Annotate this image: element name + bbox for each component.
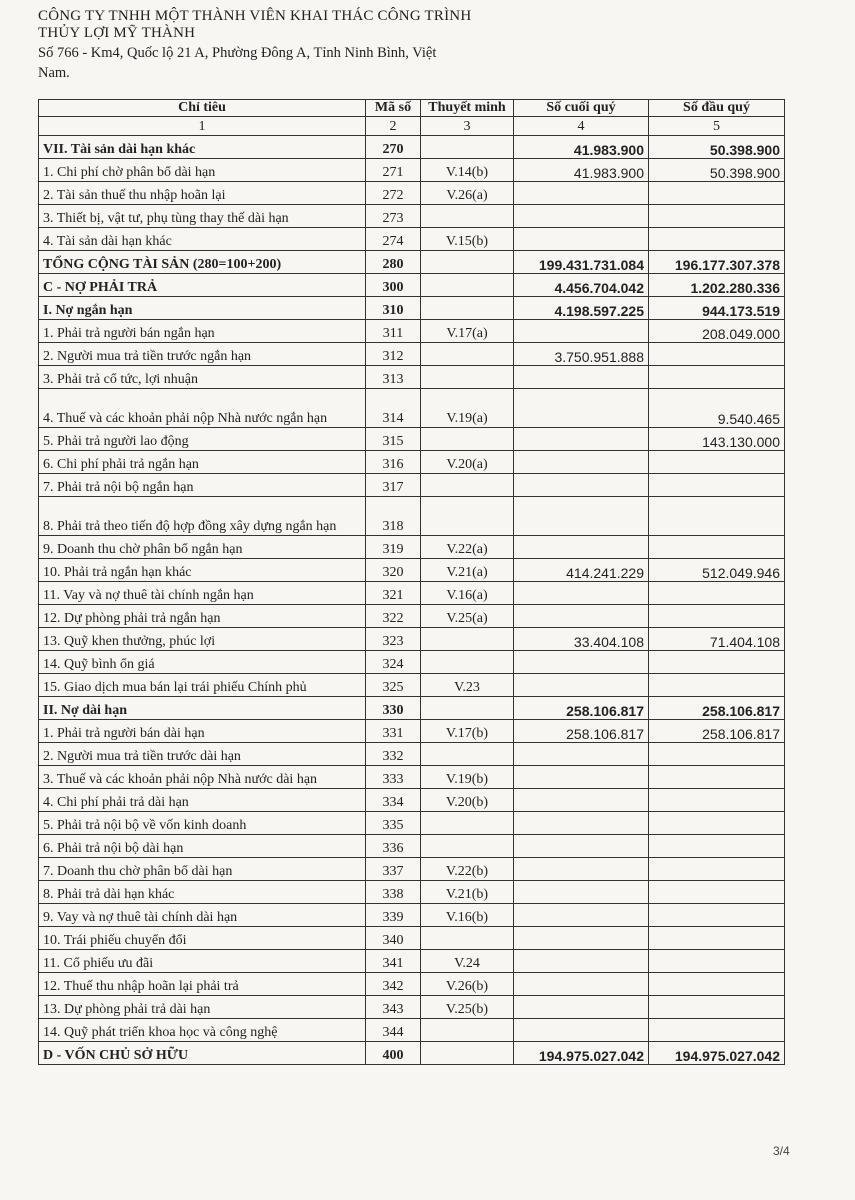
row-note: V.26(a) [421, 182, 514, 205]
row-note: V.19(a) [421, 389, 514, 428]
row-beginning-of-quarter-value [649, 182, 785, 205]
row-code: 315 [366, 428, 421, 451]
row-code: 313 [366, 366, 421, 389]
row-indicator-name: 5. Phải trả nội bộ về vốn kinh doanh [39, 812, 366, 835]
row-beginning-of-quarter-value [649, 858, 785, 881]
row-code: 334 [366, 789, 421, 812]
row-note: V.23 [421, 674, 514, 697]
row-indicator-name: 9. Vay và nợ thuê tài chính dài hạn [39, 904, 366, 927]
row-beginning-of-quarter-value [649, 497, 785, 536]
row-end-of-quarter-value [514, 835, 649, 858]
table-row [39, 789, 785, 812]
row-code: 272 [366, 182, 421, 205]
row-code: 320 [366, 559, 421, 582]
row-code: 270 [366, 136, 421, 159]
row-beginning-of-quarter-value [649, 651, 785, 674]
table-row [39, 973, 785, 996]
row-end-of-quarter-value [514, 582, 649, 605]
row-indicator-name: 2. Tài sản thuế thu nhập hoãn lại [39, 182, 366, 205]
row-end-of-quarter-value [514, 973, 649, 996]
row-end-of-quarter-value [514, 389, 649, 428]
row-indicator-name: 10. Phải trả ngắn hạn khác [39, 559, 366, 582]
row-beginning-of-quarter-value [649, 1019, 785, 1042]
header-beginning-of-quarter: Số đầu quý [649, 100, 785, 117]
row-end-of-quarter-value [514, 228, 649, 251]
table-row [39, 1042, 785, 1065]
row-note: V.17(a) [421, 320, 514, 343]
table-row [39, 366, 785, 389]
row-beginning-of-quarter-value: 143.130.000 [649, 428, 785, 451]
table-row [39, 812, 785, 835]
row-indicator-name: 1. Phải trả người bán ngắn hạn [39, 320, 366, 343]
table-row [39, 182, 785, 205]
row-indicator-name: 2. Người mua trả tiền trước dài hạn [39, 743, 366, 766]
row-end-of-quarter-value: 414.241.229 [514, 559, 649, 582]
table-row [39, 651, 785, 674]
row-end-of-quarter-value [514, 497, 649, 536]
row-indicator-name: 14. Quỹ bình ổn giá [39, 651, 366, 674]
row-indicator-name: 8. Phải trả dài hạn khác [39, 881, 366, 904]
row-code: 400 [366, 1042, 421, 1065]
row-note: V.25(a) [421, 605, 514, 628]
company-name-line1: CÔNG TY TNHH MỘT THÀNH VIÊN KHAI THÁC CÔNG TRÌNH [38, 8, 472, 24]
row-note [421, 297, 514, 320]
document-header [38, 8, 558, 82]
row-beginning-of-quarter-value: 50.398.900 [649, 159, 785, 182]
row-indicator-name: II. Nợ dài hạn [39, 697, 366, 720]
row-note: V.16(a) [421, 582, 514, 605]
row-beginning-of-quarter-value: 194.975.027.042 [649, 1042, 785, 1065]
row-note: V.24 [421, 950, 514, 973]
row-note [421, 274, 514, 297]
row-code: 330 [366, 697, 421, 720]
row-end-of-quarter-value [514, 205, 649, 228]
row-indicator-name: 7. Doanh thu chờ phân bổ dài hạn [39, 858, 366, 881]
row-note [421, 497, 514, 536]
row-code: 314 [366, 389, 421, 428]
page-number: 3/4 [773, 1144, 790, 1158]
index-cell: 4 [514, 117, 649, 136]
row-indicator-name: 10. Trái phiếu chuyển đổi [39, 927, 366, 950]
index-cell: 5 [649, 117, 785, 136]
row-indicator-name: 6. Phải trả nội bộ dài hạn [39, 835, 366, 858]
row-indicator-name: 8. Phải trả theo tiến độ hợp đồng xây dựng ngắn hạn [39, 497, 366, 536]
row-code: 324 [366, 651, 421, 674]
row-code: 280 [366, 251, 421, 274]
row-indicator-name: 3. Thuế và các khoản phải nộp Nhà nước dài hạn [39, 766, 366, 789]
table-row [39, 674, 785, 697]
header-code: Mã số [366, 100, 421, 117]
row-end-of-quarter-value [514, 858, 649, 881]
row-code: 343 [366, 996, 421, 1019]
row-beginning-of-quarter-value: 71.404.108 [649, 628, 785, 651]
row-end-of-quarter-value [514, 996, 649, 1019]
table-row [39, 766, 785, 789]
row-indicator-name: 11. Cổ phiếu ưu đãi [39, 950, 366, 973]
row-end-of-quarter-value: 4.198.597.225 [514, 297, 649, 320]
row-end-of-quarter-value: 194.975.027.042 [514, 1042, 649, 1065]
row-indicator-name: VII. Tài sản dài hạn khác [39, 136, 366, 159]
row-note: V.25(b) [421, 996, 514, 1019]
row-note: V.21(a) [421, 559, 514, 582]
row-note: V.16(b) [421, 904, 514, 927]
table-row [39, 559, 785, 582]
row-end-of-quarter-value: 258.106.817 [514, 720, 649, 743]
index-cell: 2 [366, 117, 421, 136]
balance-sheet-table [38, 99, 785, 1065]
row-beginning-of-quarter-value: 196.177.307.378 [649, 251, 785, 274]
table-row [39, 881, 785, 904]
row-beginning-of-quarter-value: 944.173.519 [649, 297, 785, 320]
row-end-of-quarter-value [514, 536, 649, 559]
row-note [421, 428, 514, 451]
row-beginning-of-quarter-value [649, 835, 785, 858]
table-header-row [39, 100, 785, 117]
row-note [421, 251, 514, 274]
row-code: 342 [366, 973, 421, 996]
row-code: 274 [366, 228, 421, 251]
row-indicator-name: 13. Dự phòng phải trả dài hạn [39, 996, 366, 1019]
row-indicator-name: D - VỐN CHỦ SỞ HỮU [39, 1042, 366, 1065]
row-end-of-quarter-value [514, 743, 649, 766]
row-end-of-quarter-value: 4.456.704.042 [514, 274, 649, 297]
row-beginning-of-quarter-value: 208.049.000 [649, 320, 785, 343]
table-row [39, 251, 785, 274]
row-code: 322 [366, 605, 421, 628]
row-end-of-quarter-value [514, 904, 649, 927]
row-code: 316 [366, 451, 421, 474]
row-beginning-of-quarter-value [649, 451, 785, 474]
row-end-of-quarter-value [514, 1019, 649, 1042]
row-code: 312 [366, 343, 421, 366]
row-note [421, 812, 514, 835]
table-row [39, 343, 785, 366]
row-indicator-name: 3. Phải trả cổ tức, lợi nhuận [39, 366, 366, 389]
row-beginning-of-quarter-value [649, 343, 785, 366]
row-note [421, 474, 514, 497]
row-beginning-of-quarter-value [649, 996, 785, 1019]
row-beginning-of-quarter-value: 9.540.465 [649, 389, 785, 428]
row-note: V.17(b) [421, 720, 514, 743]
row-code: 344 [366, 1019, 421, 1042]
row-indicator-name: 1. Phải trả người bán dài hạn [39, 720, 366, 743]
table-index-row [39, 117, 785, 136]
header-indicator: Chỉ tiêu [39, 100, 366, 117]
row-beginning-of-quarter-value [649, 605, 785, 628]
row-indicator-name: 6. Chi phí phải trả ngắn hạn [39, 451, 366, 474]
row-beginning-of-quarter-value [649, 205, 785, 228]
row-beginning-of-quarter-value [649, 812, 785, 835]
row-code: 311 [366, 320, 421, 343]
row-indicator-name: I. Nợ ngắn hạn [39, 297, 366, 320]
row-end-of-quarter-value: 33.404.108 [514, 628, 649, 651]
table-row [39, 205, 785, 228]
row-end-of-quarter-value [514, 605, 649, 628]
row-beginning-of-quarter-value [649, 674, 785, 697]
row-beginning-of-quarter-value [649, 904, 785, 927]
table-row [39, 697, 785, 720]
row-indicator-name: TỔNG CỘNG TÀI SẢN (280=100+200) [39, 251, 366, 274]
row-code: 339 [366, 904, 421, 927]
row-indicator-name: 15. Giao dịch mua bán lại trái phiếu Chính phủ [39, 674, 366, 697]
row-code: 336 [366, 835, 421, 858]
table-row [39, 320, 785, 343]
row-code: 318 [366, 497, 421, 536]
row-indicator-name: 4. Tài sản dài hạn khác [39, 228, 366, 251]
row-beginning-of-quarter-value: 1.202.280.336 [649, 274, 785, 297]
table-row [39, 605, 785, 628]
row-beginning-of-quarter-value [649, 927, 785, 950]
table-row [39, 136, 785, 159]
row-end-of-quarter-value [514, 927, 649, 950]
index-cell: 1 [39, 117, 366, 136]
table-row [39, 1019, 785, 1042]
row-code: 333 [366, 766, 421, 789]
table-row [39, 297, 785, 320]
company-name-line2: THỦY LỢI MỸ THÀNH [38, 25, 196, 41]
company-address-line1: Số 766 - Km4, Quốc lộ 21 A, Phường Đông A, Tỉnh Ninh Bình, Việt [38, 45, 437, 61]
row-end-of-quarter-value [514, 451, 649, 474]
row-indicator-name: 7. Phải trả nội bộ ngắn hạn [39, 474, 366, 497]
row-beginning-of-quarter-value [649, 950, 785, 973]
row-beginning-of-quarter-value [649, 228, 785, 251]
row-end-of-quarter-value [514, 881, 649, 904]
row-note: V.20(b) [421, 789, 514, 812]
header-note: Thuyết minh [421, 100, 514, 117]
row-code: 300 [366, 274, 421, 297]
row-beginning-of-quarter-value [649, 743, 785, 766]
row-beginning-of-quarter-value [649, 766, 785, 789]
table-row [39, 996, 785, 1019]
row-code: 273 [366, 205, 421, 228]
table-row [39, 927, 785, 950]
row-note [421, 835, 514, 858]
row-note [421, 743, 514, 766]
row-note: V.26(b) [421, 973, 514, 996]
row-code: 271 [366, 159, 421, 182]
row-code: 340 [366, 927, 421, 950]
table-row [39, 904, 785, 927]
row-indicator-name: 13. Quỹ khen thưởng, phúc lợi [39, 628, 366, 651]
table-body [39, 136, 785, 1065]
row-code: 331 [366, 720, 421, 743]
table-row [39, 159, 785, 182]
row-beginning-of-quarter-value [649, 474, 785, 497]
row-note [421, 136, 514, 159]
row-end-of-quarter-value: 41.983.900 [514, 159, 649, 182]
row-note [421, 1042, 514, 1065]
row-beginning-of-quarter-value: 258.106.817 [649, 697, 785, 720]
row-beginning-of-quarter-value [649, 582, 785, 605]
row-beginning-of-quarter-value: 512.049.946 [649, 559, 785, 582]
row-note [421, 205, 514, 228]
row-code: 310 [366, 297, 421, 320]
table-row [39, 389, 785, 428]
row-end-of-quarter-value: 199.431.731.084 [514, 251, 649, 274]
row-end-of-quarter-value: 258.106.817 [514, 697, 649, 720]
row-end-of-quarter-value [514, 428, 649, 451]
row-note [421, 628, 514, 651]
table-row [39, 582, 785, 605]
row-note: V.22(a) [421, 536, 514, 559]
row-note: V.19(b) [421, 766, 514, 789]
table-row [39, 428, 785, 451]
row-indicator-name: 12. Dự phòng phải trả ngắn hạn [39, 605, 366, 628]
header-end-of-quarter: Số cuối quý [514, 100, 649, 117]
row-note [421, 697, 514, 720]
row-indicator-name: 2. Người mua trả tiền trước ngắn hạn [39, 343, 366, 366]
table-row [39, 950, 785, 973]
row-code: 319 [366, 536, 421, 559]
row-note [421, 343, 514, 366]
row-note [421, 651, 514, 674]
row-note [421, 927, 514, 950]
row-beginning-of-quarter-value: 258.106.817 [649, 720, 785, 743]
row-note [421, 1019, 514, 1042]
row-indicator-name: 9. Doanh thu chờ phân bổ ngắn hạn [39, 536, 366, 559]
row-end-of-quarter-value: 3.750.951.888 [514, 343, 649, 366]
row-end-of-quarter-value [514, 366, 649, 389]
row-end-of-quarter-value [514, 182, 649, 205]
row-note: V.20(a) [421, 451, 514, 474]
index-cell: 3 [421, 117, 514, 136]
row-note: V.22(b) [421, 858, 514, 881]
row-end-of-quarter-value [514, 474, 649, 497]
row-code: 337 [366, 858, 421, 881]
row-code: 323 [366, 628, 421, 651]
row-beginning-of-quarter-value [649, 366, 785, 389]
table-row [39, 274, 785, 297]
row-end-of-quarter-value [514, 674, 649, 697]
table-row [39, 474, 785, 497]
row-indicator-name: 5. Phải trả người lao động [39, 428, 366, 451]
row-note: V.21(b) [421, 881, 514, 904]
row-indicator-name: 12. Thuế thu nhập hoãn lại phải trả [39, 973, 366, 996]
row-end-of-quarter-value [514, 812, 649, 835]
row-indicator-name: 11. Vay và nợ thuê tài chính ngắn hạn [39, 582, 366, 605]
row-note [421, 366, 514, 389]
row-code: 321 [366, 582, 421, 605]
row-end-of-quarter-value: 41.983.900 [514, 136, 649, 159]
row-indicator-name: 4. Chi phí phải trả dài hạn [39, 789, 366, 812]
table-row [39, 858, 785, 881]
row-code: 325 [366, 674, 421, 697]
table-row [39, 536, 785, 559]
row-note: V.14(b) [421, 159, 514, 182]
row-code: 317 [366, 474, 421, 497]
row-beginning-of-quarter-value [649, 881, 785, 904]
row-beginning-of-quarter-value: 50.398.900 [649, 136, 785, 159]
table-row [39, 497, 785, 536]
row-indicator-name: 4. Thuế và các khoản phải nộp Nhà nước ngắn hạn [39, 389, 366, 428]
table-row [39, 451, 785, 474]
row-note: V.15(b) [421, 228, 514, 251]
table-row [39, 228, 785, 251]
row-end-of-quarter-value [514, 950, 649, 973]
company-address-line2: Nam. [38, 65, 70, 81]
table-row [39, 720, 785, 743]
row-code: 341 [366, 950, 421, 973]
row-end-of-quarter-value [514, 766, 649, 789]
table-row [39, 628, 785, 651]
row-beginning-of-quarter-value [649, 973, 785, 996]
row-indicator-name: 14. Quỹ phát triển khoa học và công nghệ [39, 1019, 366, 1042]
table-row [39, 835, 785, 858]
row-indicator-name: C - NỢ PHẢI TRẢ [39, 274, 366, 297]
table-row [39, 743, 785, 766]
row-end-of-quarter-value [514, 320, 649, 343]
row-indicator-name: 3. Thiết bị, vật tư, phụ tùng thay thế dài hạn [39, 205, 366, 228]
row-beginning-of-quarter-value [649, 789, 785, 812]
row-beginning-of-quarter-value [649, 536, 785, 559]
row-code: 332 [366, 743, 421, 766]
row-indicator-name: 1. Chi phí chờ phân bổ dài hạn [39, 159, 366, 182]
row-end-of-quarter-value [514, 789, 649, 812]
row-code: 335 [366, 812, 421, 835]
row-code: 338 [366, 881, 421, 904]
row-end-of-quarter-value [514, 651, 649, 674]
